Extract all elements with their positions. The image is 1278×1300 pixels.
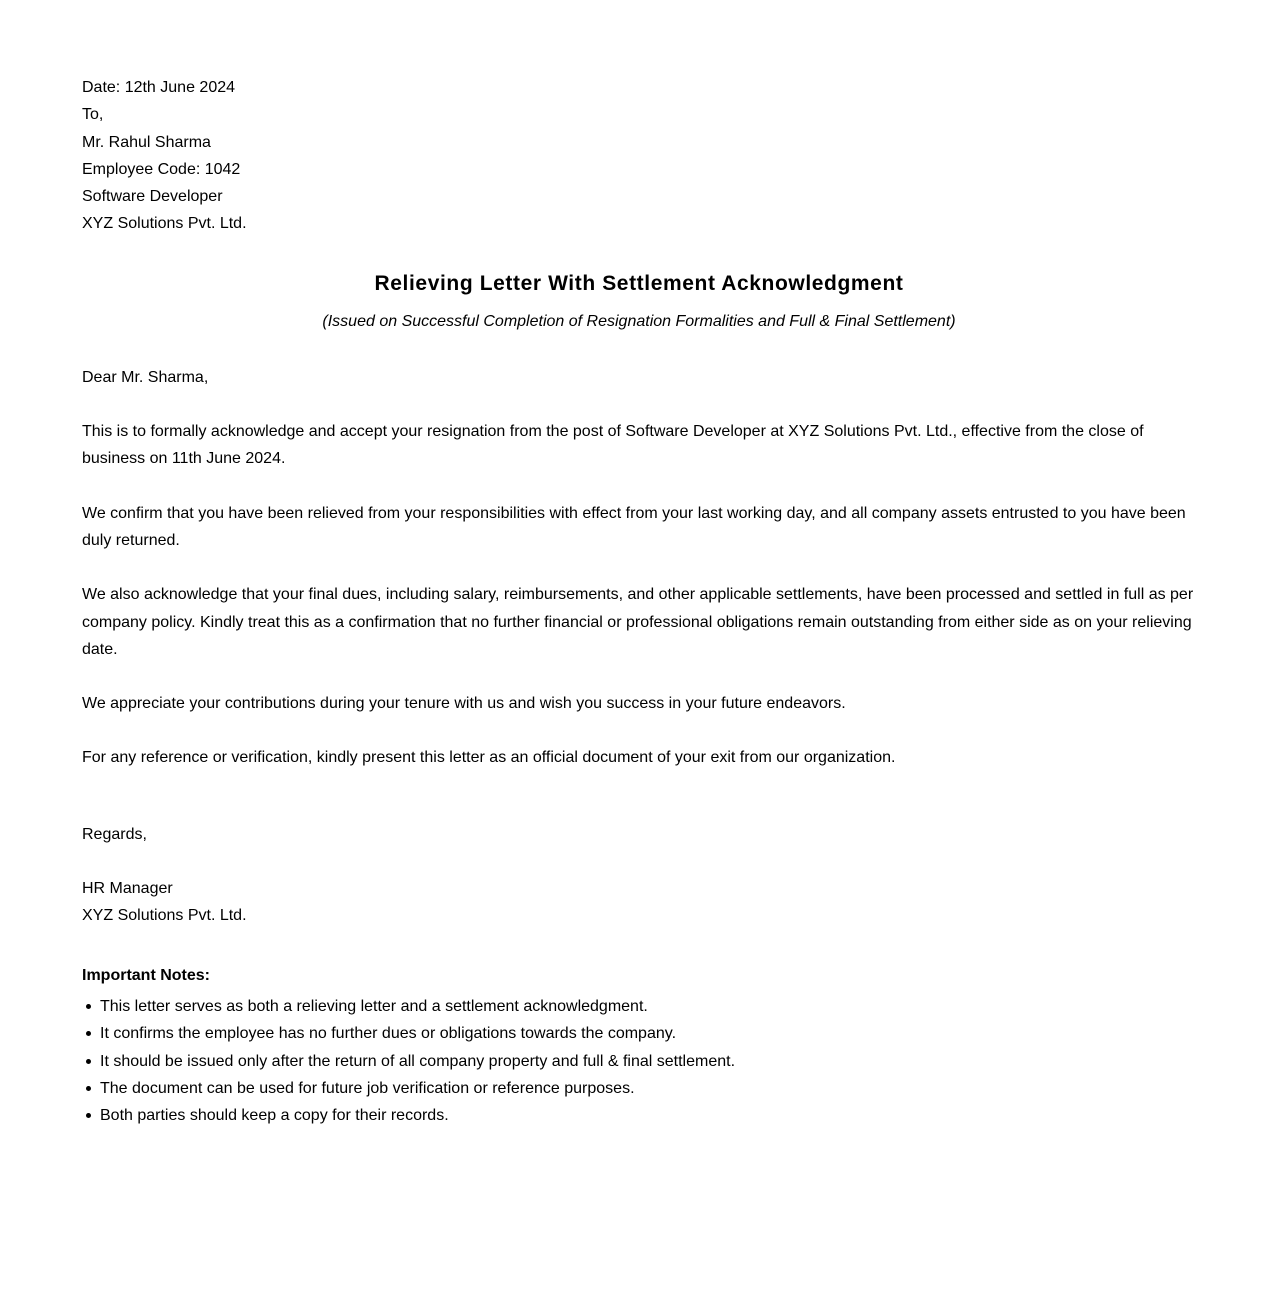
note-text: It confirms the employee has no further dues or obligations towards the company. bbox=[100, 1025, 677, 1043]
body-paragraph: We confirm that you have been relieved from your responsibilities with effect from your last working day, and all company assets entrusted to you have been duly returned. bbox=[82, 504, 1186, 549]
signature-block bbox=[82, 875, 1196, 930]
bullet-icon bbox=[86, 1086, 91, 1091]
list-item bbox=[100, 993, 1196, 1020]
body-paragraph: We also acknowledge that your final dues, including salary, reimbursements, and other applicable settlements, have been processed and settled in full as per company policy. Kindly treat this as a confirmation that no further financial or professional obligations remain outstanding from either side as on your relieving date. bbox=[82, 586, 1194, 658]
signatory-title: HR Manager bbox=[82, 880, 173, 898]
employee-code: Employee Code: 1042 bbox=[82, 160, 241, 178]
bullet-icon bbox=[86, 1059, 91, 1064]
regards: Regards, bbox=[82, 825, 147, 843]
letter-date: Date: 12th June 2024 bbox=[82, 79, 236, 96]
bullet-icon bbox=[86, 1031, 91, 1036]
list-item bbox=[100, 1048, 1196, 1075]
bullet-icon bbox=[86, 1113, 91, 1118]
bullet-icon bbox=[86, 1004, 91, 1009]
body-paragraph: We appreciate your contributions during your tenure with us and wish you success in your future endeavors. bbox=[82, 695, 846, 713]
to-label: To, bbox=[82, 106, 104, 124]
list-item bbox=[100, 1102, 1196, 1129]
letter-title: Relieving Letter With Settlement Acknowledgment bbox=[374, 271, 904, 295]
body-paragraph: For any reference or verification, kindly present this letter as an official document of your exit from our organization. bbox=[82, 749, 896, 767]
body-paragraph: This is to formally acknowledge and accept your resignation from the post of Software Developer at XYZ Solutions Pvt. Ltd., effective from the close of business on 11th June 2024. bbox=[82, 423, 1144, 468]
notes-heading: Important Notes: bbox=[82, 966, 210, 984]
recipient-name: Mr. Rahul Sharma bbox=[82, 133, 211, 151]
note-text: Both parties should keep a copy for their records. bbox=[100, 1107, 449, 1125]
signatory-company: XYZ Solutions Pvt. Ltd. bbox=[82, 907, 247, 925]
recipient-designation: Software Developer bbox=[82, 188, 223, 206]
note-text: It should be issued only after the return of all company property and full & final settlement. bbox=[100, 1052, 736, 1070]
letter-subtitle: (Issued on Successful Completion of Resignation Formalities and Full & Final Settlement) bbox=[322, 312, 956, 330]
salutation: Dear Mr. Sharma, bbox=[82, 368, 209, 386]
list-item bbox=[100, 1075, 1196, 1102]
note-text: The document can be used for future job verification or reference purposes. bbox=[100, 1079, 635, 1097]
recipient-block bbox=[82, 74, 1196, 238]
recipient-company: XYZ Solutions Pvt. Ltd. bbox=[82, 215, 247, 233]
letter-content bbox=[82, 74, 1196, 1129]
notes-list bbox=[82, 993, 1196, 1129]
note-text: This letter serves as both a relieving letter and a settlement acknowledgment. bbox=[100, 997, 648, 1015]
list-item bbox=[100, 1020, 1196, 1047]
